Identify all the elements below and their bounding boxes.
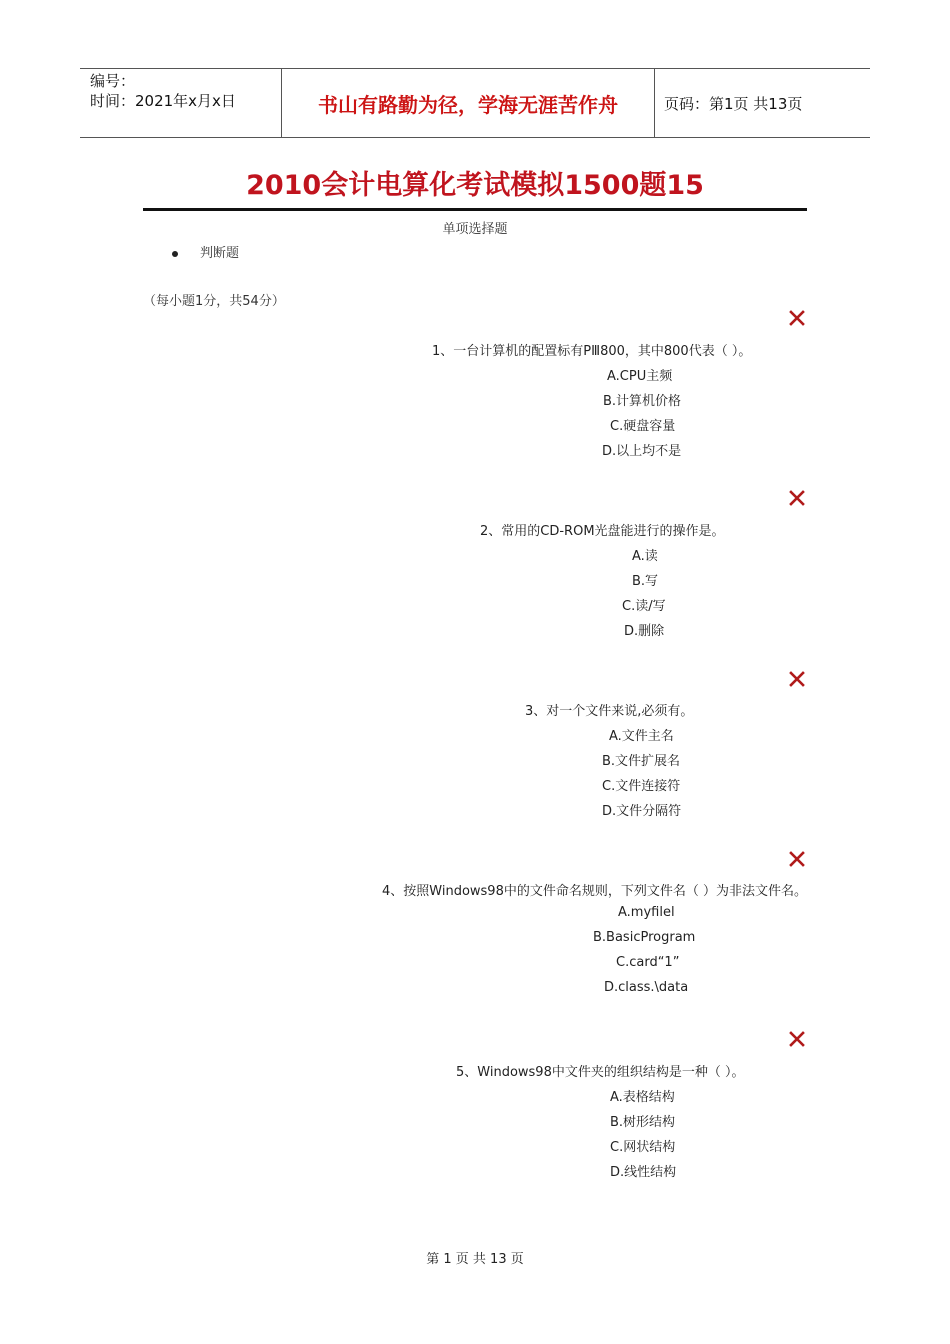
option[interactable]: D.删除: [624, 624, 665, 639]
question-text: 4、按照Windows98中的文件命名规则，下列文件名（ ）为非法文件名。: [382, 884, 807, 899]
option[interactable]: B.文件扩展名: [602, 754, 681, 769]
x-mark-icon: [789, 671, 805, 687]
option[interactable]: A.读: [632, 549, 658, 564]
option[interactable]: A.CPU主频: [607, 369, 673, 384]
option[interactable]: C.读/写: [622, 599, 666, 614]
question-text: 3、对一个文件来说,必须有。: [525, 704, 694, 719]
question-text: 5、Windows98中文件夹的组织结构是一种（ ）。: [456, 1065, 745, 1080]
option[interactable]: A.表格结构: [610, 1090, 675, 1105]
page-title: 2010会计电算化考试模拟1500题15: [246, 170, 704, 201]
question-text: 1、一台计算机的配置标有PⅢ800，其中800代表（ ）。: [432, 344, 752, 359]
bullet-item[interactable]: [172, 242, 239, 261]
x-mark-icon: [789, 310, 805, 326]
number-label: 编号：: [90, 72, 136, 90]
x-mark-icon: [789, 851, 805, 867]
bullet-item-label: 判断题: [200, 246, 240, 261]
option[interactable]: C.文件连接符: [602, 779, 681, 794]
question-text: 2、常用的CD-ROM光盘能进行的操作是。: [480, 524, 725, 539]
option[interactable]: B.BasicProgram: [593, 930, 696, 945]
title-rule: [143, 208, 807, 211]
header-divider: [654, 69, 655, 137]
option[interactable]: A.文件主名: [609, 729, 674, 744]
header-motto: 书山有路勤为径，学海无涯苦作舟: [318, 92, 618, 117]
option[interactable]: D.文件分隔符: [602, 804, 682, 819]
option[interactable]: B.树形结构: [610, 1115, 676, 1130]
section-label: 单项选择题: [442, 222, 508, 237]
header-left-cell: [90, 71, 236, 111]
option[interactable]: C.硬盘容量: [610, 419, 676, 434]
header-table: [80, 68, 870, 138]
option[interactable]: D.以上均不是: [602, 444, 682, 459]
option[interactable]: C.网状结构: [610, 1140, 676, 1155]
header-page-info: 页码：第1页 共13页: [664, 94, 803, 113]
option[interactable]: A.myfilel: [618, 905, 675, 920]
option[interactable]: B.计算机价格: [603, 394, 682, 409]
option[interactable]: C.card“1”: [616, 955, 680, 970]
page-footer: 第 1 页 共 13 页: [426, 1252, 524, 1267]
option[interactable]: D.线性结构: [610, 1165, 677, 1180]
time-label: 时间：2021年x月x日: [90, 92, 236, 110]
bullet-dot-icon: [172, 251, 178, 257]
score-note: （每小题1分，共54分）: [143, 294, 285, 309]
option[interactable]: B.写: [632, 574, 659, 589]
option[interactable]: D.class.\data: [604, 980, 689, 995]
x-mark-icon: [789, 490, 805, 506]
x-mark-icon: [789, 1031, 805, 1047]
